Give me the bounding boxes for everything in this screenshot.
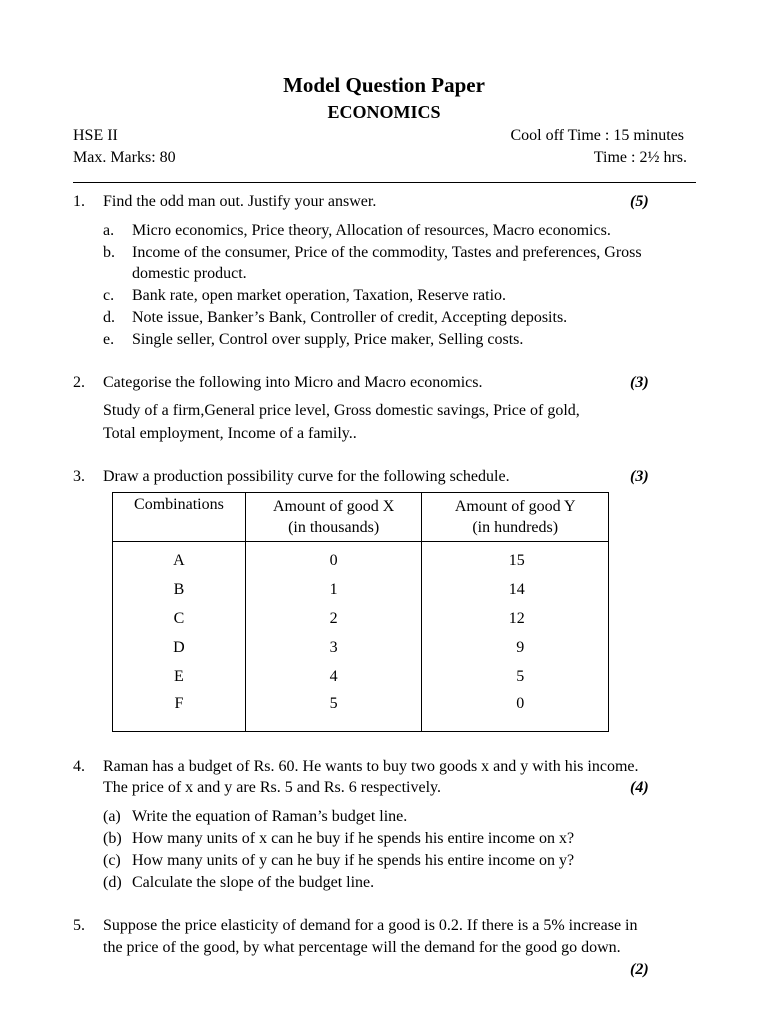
table-cell: 0 <box>245 542 422 576</box>
q5-text-line2: the price of the good, by what percentage will the demand for the good go down. <box>103 939 621 956</box>
table-cell: 9 <box>422 633 609 662</box>
column-header <box>422 493 609 542</box>
list-item <box>103 220 700 241</box>
column-header-unit: (in hundreds) <box>472 519 559 536</box>
option-text: Income of the consumer, Price of the commodity, Tastes and preferences, Gross domestic product. <box>132 244 642 282</box>
subquestion-label: (d) <box>103 874 122 891</box>
q2-marks: (3) <box>630 374 649 391</box>
subquestion-label: (b) <box>103 830 122 847</box>
q5-number: 5. <box>73 917 85 934</box>
subquestion-text: Write the equation of Raman’s budget line. <box>132 808 408 825</box>
subquestion-text: How many units of x can he buy if he spends his entire income on x? <box>132 830 575 847</box>
column-header-line: Amount of good X <box>272 498 395 515</box>
table-row <box>113 662 609 691</box>
list-item <box>103 872 700 893</box>
list-item <box>103 242 700 284</box>
q5-marks: (2) <box>630 961 649 978</box>
option-text: Note issue, Banker’s Bank, Controller of credit, Accepting deposits. <box>132 309 568 326</box>
q4-marks: (4) <box>630 779 649 796</box>
list-item <box>103 285 700 306</box>
option-text: Single seller, Control over supply, Price maker, Selling costs. <box>132 331 524 348</box>
header-divider <box>73 182 696 183</box>
column-header-line: Combinations <box>134 496 224 513</box>
table-cell: 5 <box>422 662 609 691</box>
subquestion-text: How many units of y can he buy if he spends his entire income on y? <box>132 852 575 869</box>
cool-off-time: Cool off Time : 15 minutes <box>510 127 684 144</box>
list-item <box>103 329 700 350</box>
max-marks: Max. Marks: 80 <box>73 149 176 166</box>
list-item <box>103 850 700 871</box>
table-cell: 15 <box>422 542 609 576</box>
list-item <box>103 828 700 849</box>
option-text: Micro economics, Price theory, Allocation of resources, Macro economics. <box>132 222 611 239</box>
table-header-row <box>113 493 609 542</box>
table-cell: 12 <box>422 604 609 633</box>
column-header <box>113 493 246 542</box>
table-cell: 1 <box>245 575 422 604</box>
column-header <box>245 493 422 542</box>
q3-text: Draw a production possibility curve for the following schedule. <box>103 468 510 485</box>
column-header-line: Amount of good Y <box>454 498 576 515</box>
table-row <box>113 691 609 732</box>
column-header-unit: (in thousands) <box>288 519 380 536</box>
q3-number: 3. <box>73 468 85 485</box>
subject-title: ECONOMICS <box>327 102 441 122</box>
option-label: c. <box>103 287 115 304</box>
table-cell: 0 <box>422 691 609 732</box>
option-label: a. <box>103 222 115 239</box>
list-item <box>103 806 700 827</box>
table-row <box>113 604 609 633</box>
list-item <box>103 307 700 328</box>
q2-items-line2: Total employment, Income of a family.. <box>103 425 357 442</box>
table-cell: 5 <box>245 691 422 732</box>
page-title: Model Question Paper <box>283 73 485 97</box>
table-cell: D <box>113 633 246 662</box>
q4-text-line2: The price of x and y are Rs. 5 and Rs. 6 respectively. <box>103 779 441 796</box>
subquestion-label: (a) <box>103 808 121 825</box>
table-cell: E <box>113 662 246 691</box>
option-label: b. <box>103 244 115 261</box>
q2-items-line1: Study of a firm,General price level, Gross domestic savings, Price of gold, <box>103 402 580 419</box>
option-text: Bank rate, open market operation, Taxation, Reserve ratio. <box>132 287 507 304</box>
q4-subquestions <box>103 806 700 893</box>
subquestion-text: Calculate the slope of the budget line. <box>132 874 375 891</box>
table-row <box>113 542 609 576</box>
table-cell: 2 <box>245 604 422 633</box>
q1-number: 1. <box>73 193 85 210</box>
q1-options <box>103 220 700 350</box>
table-cell: B <box>113 575 246 604</box>
ppc-schedule-table <box>112 492 609 732</box>
option-label: d. <box>103 309 115 326</box>
table-cell: 14 <box>422 575 609 604</box>
q2-number: 2. <box>73 374 85 391</box>
q4-text-line1: Raman has a budget of Rs. 60. He wants to buy two goods x and y with his income. <box>103 758 639 775</box>
option-label: e. <box>103 331 115 348</box>
table-row <box>113 633 609 662</box>
q5-text-line1: Suppose the price elasticity of demand for a good is 0.2. If there is a 5% increase in <box>103 917 638 934</box>
subquestion-label: (c) <box>103 852 121 869</box>
table-cell: F <box>113 691 246 732</box>
class-label: HSE II <box>73 127 118 144</box>
q1-marks: (5) <box>630 193 649 210</box>
q1-text: Find the odd man out. Justify your answer. <box>103 193 377 210</box>
exam-time: Time : 2½ hrs. <box>593 149 687 166</box>
q4-number: 4. <box>73 758 85 775</box>
table-cell: A <box>113 542 246 576</box>
table-cell: 3 <box>245 633 422 662</box>
table-row <box>113 575 609 604</box>
table-cell: C <box>113 604 246 633</box>
q3-marks: (3) <box>630 468 649 485</box>
q2-text: Categorise the following into Micro and Macro economics. <box>103 374 483 391</box>
table-cell: 4 <box>245 662 422 691</box>
